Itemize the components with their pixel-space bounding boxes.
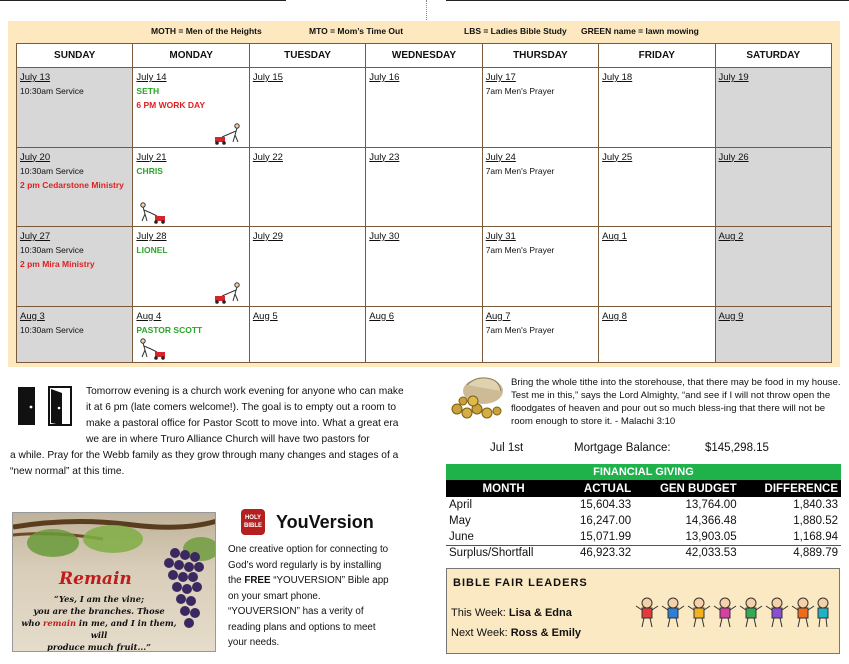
remain-title: Remain — [59, 569, 132, 589]
financial-header-difference: DIFFERENCE — [740, 480, 841, 497]
calendar-date-link[interactable]: Aug 6 — [369, 310, 395, 322]
calendar-day-cell — [366, 68, 482, 148]
calendar-day-cell — [599, 227, 715, 307]
day-header-sunday: SUNDAY — [17, 44, 133, 68]
this-week-label: This Week: — [451, 607, 506, 619]
financial-cell: 15,071.99 — [580, 530, 632, 543]
calendar-date-link[interactable]: July 20 — [20, 151, 51, 163]
financial-cell: 13,903.05 — [685, 530, 737, 543]
financial-header-actual: ACTUAL — [561, 480, 634, 497]
calendar-panel — [8, 21, 840, 367]
top-rule — [0, 0, 849, 1]
calendar-day-cell — [17, 306, 133, 362]
calendar-day-cell — [17, 227, 133, 307]
calendar-date-link[interactable]: July 28 — [136, 231, 167, 243]
financial-cell: June — [449, 530, 474, 543]
coins-bag-icon — [447, 373, 513, 421]
financial-cell: 46,923.32 — [561, 545, 634, 561]
financial-header-row — [446, 480, 841, 497]
financial-cell: May — [449, 515, 471, 527]
mortgage-date: Jul 1st — [490, 442, 524, 454]
remain-quote-highlight: remain — [43, 618, 77, 628]
table-row — [446, 545, 841, 561]
calendar-date-link[interactable]: July 18 — [602, 72, 633, 83]
lawn-mowing-name: PASTOR SCOTT — [136, 324, 203, 335]
malachi-verse: Bring the whole tithe into the storehouse, that there may be food in my house. Test me in this,” says the Lord Almighty, “and see if I will not throw open the floodgates of heaven and pour out so much bless-ing that there will not be room enough to store it. - Malachi 3:10 — [511, 377, 841, 427]
calendar-date-link[interactable]: July 15 — [252, 72, 283, 83]
calendar-day-cell — [599, 306, 715, 362]
bible-fair-leaders — [446, 568, 840, 654]
financial-cell: 16,247.00 — [580, 515, 632, 527]
calendar-date-link[interactable]: Aug 1 — [602, 231, 627, 243]
calendar-day-cell — [715, 306, 831, 362]
calendar-day-cell — [482, 227, 598, 307]
calendar-day-cell — [249, 306, 365, 362]
calendar-day-cell — [17, 68, 133, 148]
calendar-date-link[interactable]: July 22 — [252, 151, 283, 163]
calendar-date-link[interactable]: July 14 — [136, 72, 167, 83]
financial-cell: April — [449, 499, 473, 511]
calendar-date-link[interactable]: July 24 — [485, 151, 516, 163]
day-header-friday: FRIDAY — [599, 44, 715, 68]
calendar-day-cell — [599, 68, 715, 148]
calendar-date-link[interactable]: Aug 2 — [718, 231, 744, 243]
calendar-date-link[interactable]: July 19 — [718, 72, 749, 83]
calendar-date-link[interactable]: Aug 3 — [20, 310, 45, 322]
calendar-day-cell — [133, 68, 249, 148]
day-header-monday: MONDAY — [133, 44, 249, 68]
calendar-date-link[interactable]: July 23 — [369, 151, 400, 163]
calendar-event: 10:30am Service — [20, 324, 84, 335]
this-week-value: Lisa & Edna — [508, 607, 572, 619]
next-week-value: Ross & Emily — [510, 627, 582, 639]
calendar-day-cell — [599, 147, 715, 227]
remain-quote-line: produce much fruit...” — [47, 642, 151, 652]
legend-lbs: LBS = Ladies Bible Study — [464, 26, 567, 36]
lawn-mower-icon — [213, 282, 243, 304]
youversion-free: FREE — [244, 575, 271, 586]
lawn-mower-icon — [213, 123, 243, 145]
day-header-thursday: THURSDAY — [482, 44, 598, 68]
calendar-day-cell — [249, 68, 365, 148]
next-week-row — [451, 627, 581, 639]
remain-quote-line: “Yes, I am the vine; — [53, 594, 145, 604]
youversion-text-part: “YOUVERSION” Bible app on your smart phone. “YOUVERSION” has a verity of reading plans and options to meet your needs. — [228, 575, 389, 648]
legend-moth: MOTH = Men of the Heights — [151, 26, 262, 36]
calendar-event: 7am Men's Prayer — [485, 86, 555, 96]
calendar-date-link[interactable]: July 16 — [369, 72, 400, 83]
calendar-day-cell — [715, 147, 831, 227]
remain-quote — [19, 593, 179, 652]
calendar-day-cell — [482, 147, 598, 227]
calendar-day-cell — [133, 227, 249, 307]
lawn-mower-icon — [137, 202, 167, 224]
calendar-date-link[interactable]: Aug 9 — [718, 310, 744, 322]
bible-app-icon — [241, 509, 265, 535]
bible-app-icon-text: BIBLE — [244, 523, 262, 529]
calendar-day-cell — [366, 147, 482, 227]
calendar-event: 7am Men's Prayer — [485, 165, 555, 176]
next-week-label: Next Week: — [451, 627, 508, 639]
calendar-day-cell — [249, 227, 365, 307]
calendar-week-row — [17, 306, 832, 362]
calendar-event: 6 PM WORK DAY — [136, 100, 206, 110]
youversion-title: YouVersion — [276, 512, 374, 532]
calendar-day-cell — [133, 147, 249, 227]
calendar-date-link[interactable]: July 21 — [136, 151, 167, 163]
calendar-day-cell — [715, 227, 831, 307]
day-header-saturday: SATURDAY — [715, 44, 831, 68]
calendar-day-cell — [366, 306, 482, 362]
financial-header-budget: GEN BUDGET — [634, 480, 739, 497]
calendar-event: 10:30am Service — [20, 165, 84, 176]
calendar-date-link[interactable]: July 26 — [718, 151, 749, 163]
financial-table — [446, 480, 841, 561]
lawn-mowing-name: SETH — [136, 86, 160, 96]
calendar-event: 7am Men's Prayer — [485, 324, 555, 335]
top-rule-left — [0, 0, 286, 1]
bible-app-icon-text: HOLY — [244, 515, 262, 521]
calendar-event: 10:30am Service — [20, 86, 84, 96]
calendar-event: 2 pm Cedarstone Ministry — [20, 179, 124, 190]
day-header-tuesday: TUESDAY — [249, 44, 365, 68]
calendar-day-cell — [482, 306, 598, 362]
mortgage-value: $145,298.15 — [705, 442, 769, 454]
financial-cell: 1,168.94 — [793, 530, 838, 543]
financial-cell: 13,764.00 — [685, 499, 737, 511]
calendar-date-link[interactable]: July 25 — [602, 151, 633, 163]
legend-green: GREEN name = lawn mowing — [581, 26, 699, 36]
financial-cell: 1,880.52 — [793, 515, 838, 527]
calendar-week-row — [17, 68, 832, 148]
calendar-date-link[interactable]: July 13 — [20, 72, 51, 83]
lawn-mowing-name: LIONEL — [136, 245, 168, 256]
calendar-date-link[interactable]: Aug 4 — [136, 310, 162, 322]
calendar-week-row — [17, 227, 832, 307]
calendar-date-link[interactable]: Aug 7 — [485, 310, 511, 322]
calendar-day-cell — [17, 147, 133, 227]
calendar-week-row — [17, 147, 832, 227]
table-row — [446, 529, 841, 545]
calendar-table — [16, 43, 832, 363]
calendar-event: 10:30am Service — [20, 245, 84, 256]
calendar-date-link[interactable]: July 29 — [252, 231, 283, 243]
financial-title: FINANCIAL GIVING — [446, 464, 841, 480]
financial-cell: 1,840.33 — [793, 499, 838, 511]
calendar-day-cell — [249, 147, 365, 227]
remain-quote-part: in me, and I in them, will — [76, 618, 177, 640]
financial-header-month: MONTH — [446, 480, 561, 497]
calendar-date-link[interactable]: July 31 — [485, 231, 516, 243]
lawn-mower-icon — [137, 338, 167, 360]
lawn-mowing-name: CHRIS — [136, 165, 163, 176]
fold-marker — [426, 0, 427, 22]
financial-cell: 15,604.33 — [580, 499, 632, 511]
calendar-date-link[interactable]: July 27 — [20, 231, 51, 243]
work-evening-note — [10, 384, 410, 480]
calendar-header-row — [17, 44, 832, 68]
top-rule-right — [446, 0, 849, 1]
calendar-day-cell — [133, 306, 249, 362]
work-evening-text-1: Tomorrow evening is a church work evening for anyone who can make it at 6 pm (late comers welcome!). The goal is to empty out a room to make a pastoral office for Pastor Scott to move into. What a great era we are in where Truro Alliance Church will have two pastors for — [86, 386, 404, 445]
table-row — [446, 497, 841, 513]
remain-image — [12, 512, 216, 652]
youversion-text — [228, 542, 394, 651]
day-header-wednesday: WEDNESDAY — [366, 44, 482, 68]
financial-giving — [446, 464, 841, 561]
calendar-legend — [8, 26, 840, 42]
table-row — [446, 513, 841, 529]
calendar-day-cell — [715, 68, 831, 148]
remain-quote-line — [19, 617, 179, 641]
financial-cell: 4,889.79 — [740, 545, 841, 561]
calendar-date-link[interactable]: Aug 8 — [602, 310, 627, 322]
financial-cell: 14,366.48 — [685, 515, 737, 527]
mortgage-balance — [446, 442, 841, 460]
youversion-text-part: One creative option for connecting to God’s word regularly is by installing the — [228, 544, 389, 586]
calendar-event: 2 pm Mira Ministry — [20, 259, 95, 270]
calendar-day-cell — [366, 227, 482, 307]
financial-cell: Surplus/Shortfall — [446, 545, 561, 561]
remain-quote-part: who — [21, 618, 44, 628]
bible-fair-heading: BIBLE FAIR LEADERS — [453, 577, 588, 589]
financial-cell: 42,033.53 — [634, 545, 739, 561]
children-group-icon — [635, 595, 830, 631]
calendar-event: 7am Men's Prayer — [485, 245, 555, 256]
legend-mto: MTO = Mom’s Time Out — [309, 26, 404, 36]
this-week-row — [451, 607, 572, 619]
calendar-day-cell — [482, 68, 598, 148]
calendar-date-link[interactable]: July 30 — [369, 231, 400, 243]
work-evening-text-2: a while. Pray for the Webb family as they grow through many changes and stages of a “new normal” at this time. — [10, 450, 399, 477]
remain-quote-line: you are the branches. Those — [33, 606, 165, 616]
calendar-date-link[interactable]: Aug 5 — [252, 310, 278, 322]
calendar-date-link[interactable]: July 17 — [485, 72, 516, 83]
mortgage-label: Mortgage Balance: — [574, 442, 671, 454]
